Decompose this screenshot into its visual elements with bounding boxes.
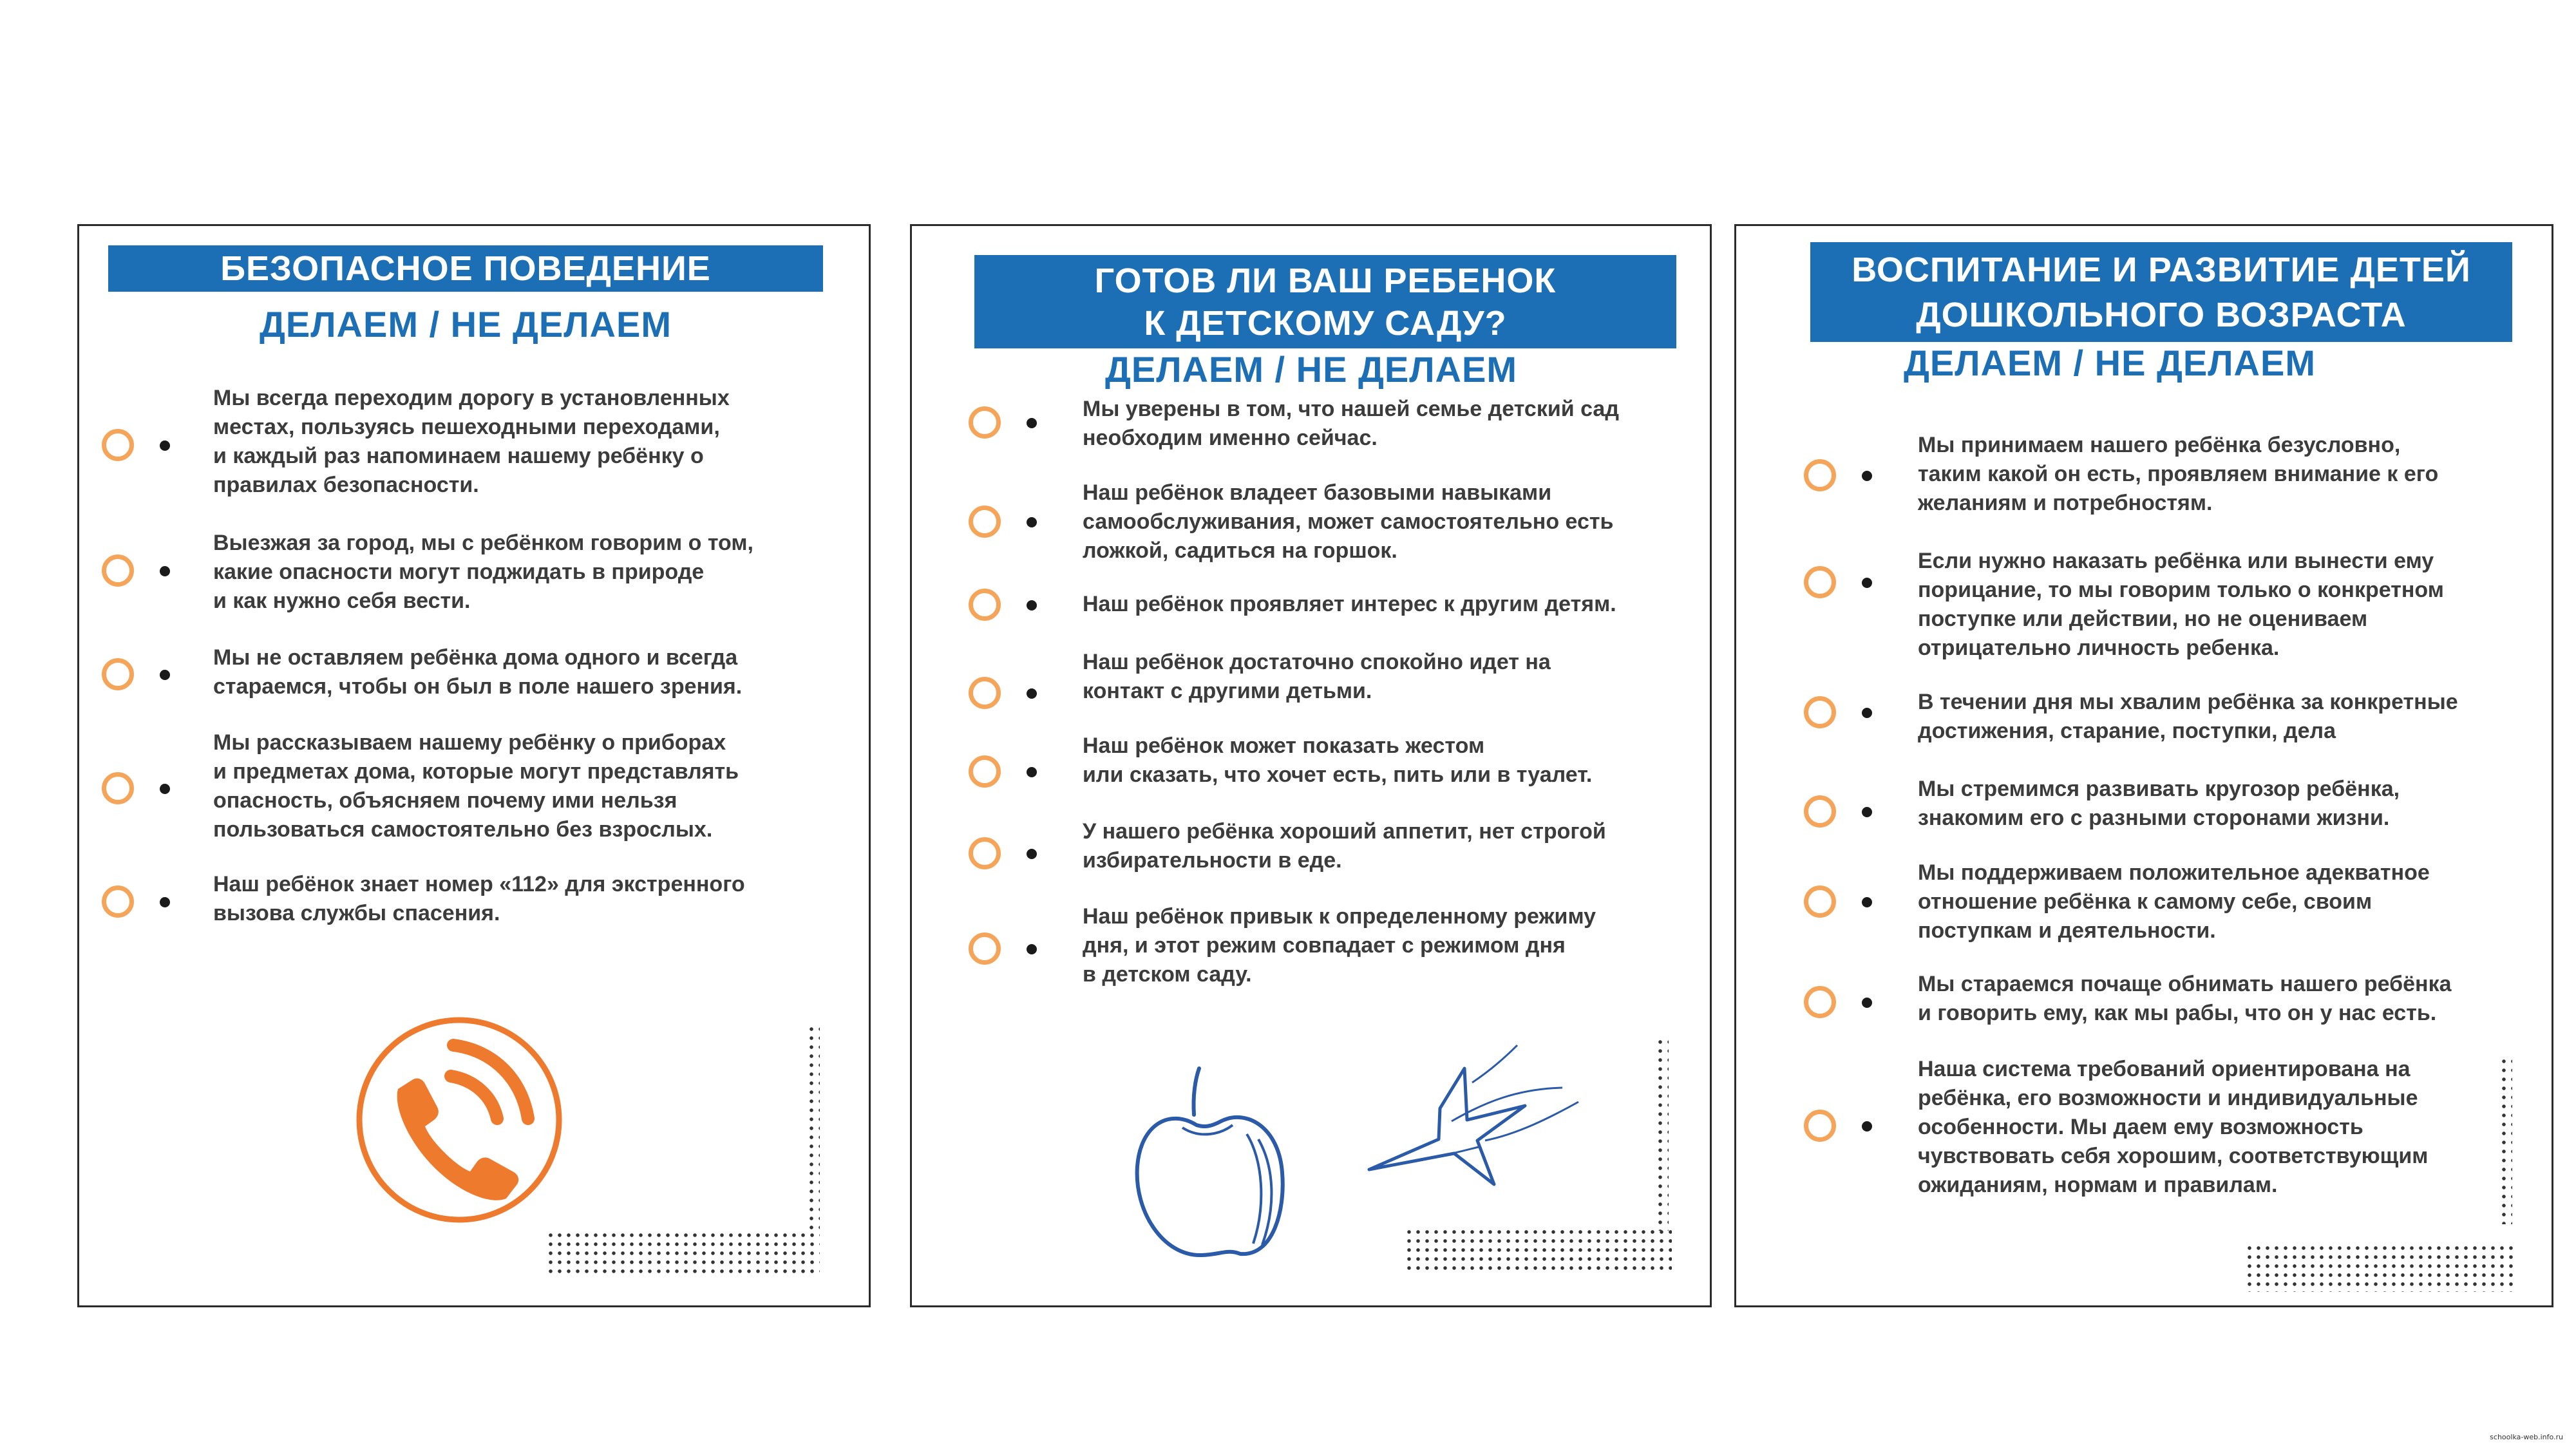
checkbox-ring-icon[interactable] xyxy=(1804,1110,1836,1142)
list-item-text: У нашего ребёнка хороший аппетит, нет строгой избирательности в еде. xyxy=(1083,819,1606,873)
checkbox-ring-icon[interactable] xyxy=(102,554,134,587)
list-item-text: Мы всегда переходим дорогу в установленных местах, пользуясь пешеходными переходами, и каждый раз напоминаем нашему ребёнку о правилах безопасности. xyxy=(213,386,730,497)
bullet-dot-icon xyxy=(1027,688,1037,699)
bullet-dot-icon xyxy=(1862,578,1872,588)
bullet-dot-icon xyxy=(160,897,170,907)
list-item-text: В течении дня мы хвалим ребёнка за конкретные достижения, старание, поступки, дела xyxy=(1918,690,2458,743)
decorative-dots xyxy=(2245,1244,2515,1292)
card-preschool-upbringing xyxy=(1734,224,2553,1307)
card-title-line2: ДОШКОЛЬНОГО ВОЗРАСТА xyxy=(1916,295,2407,334)
card-safe-behavior xyxy=(77,224,871,1307)
source-watermark: schoolka-web.info.ru xyxy=(2490,1433,2563,1441)
decorative-dots xyxy=(2499,1057,2512,1224)
list-item-text: Мы поддерживаем положительное адекватное отношение ребёнка к самому себе, своим поступкам и деятельности. xyxy=(1918,860,2430,943)
bullet-dot-icon xyxy=(160,566,170,576)
bullet-dot-icon xyxy=(1862,897,1872,907)
card-title-banner xyxy=(1810,242,2512,342)
list-item-text: Наш ребёнок достаточно спокойно идет на контакт с другими детьми. xyxy=(1083,650,1551,703)
checkbox-ring-icon[interactable] xyxy=(1804,795,1836,828)
checkbox-ring-icon[interactable] xyxy=(102,886,134,918)
list-item-text: Если нужно наказать ребёнка или вынести ему порицание, то мы говорим только о конкретном поступке или действии, но не оцениваем отрицательно личность ребенка. xyxy=(1918,549,2444,660)
bullet-dot-icon xyxy=(1862,1121,1872,1132)
card-title: БЕЗОПАСНОЕ ПОВЕДЕНИЕ xyxy=(220,249,711,288)
checkbox-ring-icon[interactable] xyxy=(969,837,1001,869)
bullet-dot-icon xyxy=(1027,944,1037,954)
bullet-dot-icon xyxy=(1027,849,1037,859)
list-item-text: Мы стремимся развивать кругозор ребёнка, знакомим его с разными сторонами жизни. xyxy=(1918,777,2400,830)
checkbox-ring-icon[interactable] xyxy=(1804,986,1836,1018)
checkbox-ring-icon[interactable] xyxy=(969,677,1001,709)
checkbox-ring-icon[interactable] xyxy=(1804,886,1836,918)
card-subtitle: ДЕЛАЕМ / НЕ ДЕЛАЕМ xyxy=(1105,349,1517,390)
card-title-line1: ВОСПИТАНИЕ И РАЗВИТИЕ ДЕТЕЙ xyxy=(1852,250,2471,289)
bullet-dot-icon xyxy=(1862,998,1872,1008)
phone-icon xyxy=(353,1012,572,1231)
bullet-dot-icon xyxy=(1027,418,1037,428)
bullet-dot-icon xyxy=(1862,708,1872,718)
card-kindergarten-readiness xyxy=(910,224,1712,1307)
checkbox-ring-icon[interactable] xyxy=(969,933,1001,965)
list-item-text: Мы рассказываем нашему ребёнку о приборах и предметах дома, которые могут представлять опасность, объясняем почему ими нельзя пользоваться самостоятельно без взрослых. xyxy=(213,730,739,842)
bullet-dot-icon xyxy=(1027,517,1037,527)
decorative-dots xyxy=(1656,1037,1669,1231)
list-item-text: Наш ребёнок привык к определенному режиму дня, и этот режим совпадает с режимом дня в детском саду. xyxy=(1083,904,1596,987)
list-item-text: Выезжая за город, мы с ребёнком говорим о том, какие опасности могут поджидать в природе и как нужно себя вести. xyxy=(213,531,753,613)
decorative-dots xyxy=(546,1231,820,1276)
bullet-dot-icon xyxy=(160,670,170,680)
checkbox-ring-icon[interactable] xyxy=(102,772,134,804)
list-item-text: Мы стараемся почаще обнимать нашего ребёнка и говорить ему, как мы рабы, что он у нас есть. xyxy=(1918,972,2452,1025)
list-item-text: Наш ребёнок может показать жестом или сказать, что хочет есть, пить или в туалет. xyxy=(1083,734,1593,787)
decorative-dots xyxy=(1405,1227,1672,1273)
card-title-line1: ГОТОВ ЛИ ВАШ РЕБЕНОК xyxy=(1094,261,1557,300)
list-item-text: Наша система требований ориентирована на ребёнка, его возможности и индивидуальные особенности. Мы даем ему возможность чувствовать себя хорошим, соответствующим ожиданиям, нормам и правилам. xyxy=(1918,1057,2429,1197)
checkbox-ring-icon[interactable] xyxy=(969,406,1001,439)
list-item-text: Наш ребёнок владеет базовыми навыками самообслуживания, может самостоятельно есть ложкой, садиться на горшок. xyxy=(1083,480,1614,563)
card-subtitle: ДЕЛАЕМ / НЕ ДЕЛАЕМ xyxy=(260,304,672,345)
card-subtitle: ДЕЛАЕМ / НЕ ДЕЛАЕМ xyxy=(1904,343,2316,383)
checkbox-ring-icon[interactable] xyxy=(1804,459,1836,491)
checkbox-ring-icon[interactable] xyxy=(969,755,1001,788)
list-item-text: Мы не оставляем ребёнка дома одного и всегда стараемся, чтобы он был в поле нашего зрения. xyxy=(213,645,743,699)
checkbox-ring-icon[interactable] xyxy=(102,429,134,461)
card-title-banner xyxy=(108,245,823,292)
apple-icon xyxy=(1124,1063,1292,1269)
checkbox-ring-icon[interactable] xyxy=(969,506,1001,538)
bullet-dot-icon xyxy=(1027,767,1037,777)
checkbox-ring-icon[interactable] xyxy=(102,658,134,690)
checkbox-ring-icon[interactable] xyxy=(1804,696,1836,728)
decorative-dots xyxy=(807,1025,820,1231)
bullet-dot-icon xyxy=(1027,600,1037,611)
bullet-dot-icon xyxy=(160,440,170,451)
list-item-text: Мы уверены в том, что нашей семье детский сад необходим именно сейчас. xyxy=(1083,397,1619,450)
list-item-text: Наш ребёнок знает номер «112» для экстренного вызова службы спасения. xyxy=(213,872,745,925)
list-item-text: Мы принимаем нашего ребёнка безусловно, таким какой он есть, проявляем внимание к его желаниям и потребностям. xyxy=(1918,433,2439,515)
bullet-dot-icon xyxy=(1862,807,1872,817)
card-title-line2: К ДЕТСКОМУ САДУ? xyxy=(1144,303,1507,343)
bullet-dot-icon xyxy=(160,784,170,794)
card-title-banner xyxy=(974,255,1676,348)
checkbox-ring-icon[interactable] xyxy=(969,589,1001,621)
bullet-dot-icon xyxy=(1862,471,1872,481)
star-sketch-icon xyxy=(1356,1044,1595,1211)
list-item-text: Наш ребёнок проявляет интерес к другим детям. xyxy=(1083,592,1616,616)
checkbox-ring-icon[interactable] xyxy=(1804,566,1836,598)
